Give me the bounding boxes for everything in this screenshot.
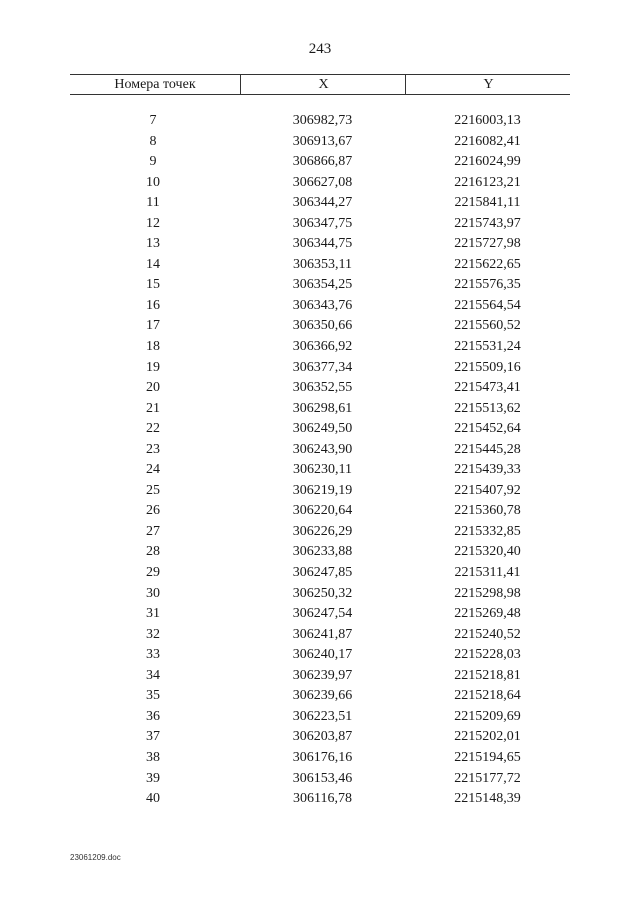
page-number: 243 [308, 41, 332, 57]
table-row [70, 604, 570, 625]
y-coordinate-cell: 2216003,13 [454, 113, 521, 128]
x-coordinate-cell: 306233,88 [292, 544, 353, 560]
table-row [70, 111, 570, 132]
table-row [70, 399, 570, 420]
x-coordinate-cell: 306250,32 [292, 585, 353, 601]
y-coordinate-cell: 2215743,97 [454, 215, 521, 231]
x-coordinate-cell: 306223,51 [292, 708, 353, 724]
x-coordinate-cell: 306627,08 [292, 174, 353, 190]
point-number-cell: 18 [146, 339, 160, 355]
x-coordinate-cell: 306243,90 [292, 441, 353, 457]
x-coordinate-cell: 306298,61 [292, 400, 353, 416]
table-row [70, 563, 570, 584]
x-coordinate-cell: 306220,64 [292, 503, 353, 519]
point-number-cell: 38 [146, 749, 160, 765]
point-number-cell: 37 [146, 729, 160, 745]
y-coordinate-cell: 2215332,85 [454, 523, 521, 539]
point-number-cell: 12 [146, 215, 160, 231]
x-coordinate-cell: 306913,67 [292, 133, 353, 149]
y-coordinate-cell: 2215218,81 [454, 667, 521, 683]
y-coordinate-cell: 2215576,35 [454, 277, 521, 293]
x-coordinate-cell: 306116,78 [293, 791, 352, 807]
y-coordinate-cell: 2215564,54 [454, 297, 521, 313]
table-row [70, 460, 570, 481]
x-coordinate-cell: 306344,75 [292, 236, 353, 252]
x-coordinate-cell: 306347,75 [292, 215, 353, 231]
y-coordinate-cell: 2215218,64 [454, 688, 521, 704]
table-row [70, 214, 570, 235]
x-coordinate-cell: 306247,85 [292, 565, 353, 581]
x-coordinate-cell: 306203,87 [292, 729, 353, 745]
table-row [70, 132, 570, 153]
y-coordinate-cell: 2215360,78 [454, 503, 521, 519]
x-coordinate-cell: 306239,97 [292, 667, 353, 683]
point-number-cell: 39 [146, 770, 160, 786]
point-number-cell: 23 [146, 441, 160, 457]
point-number-cell: 17 [146, 318, 160, 334]
point-number-cell: 7 [149, 113, 157, 128]
table-row [70, 378, 570, 399]
point-number-cell: 26 [146, 503, 160, 519]
point-number-cell: 24 [146, 462, 160, 478]
y-coordinate-cell: 2215473,41 [454, 380, 521, 396]
x-coordinate-cell: 306226,29 [292, 523, 353, 539]
point-number-cell: 32 [146, 626, 160, 642]
point-number-cell: 21 [146, 400, 160, 416]
point-number-cell: 9 [149, 154, 157, 170]
y-coordinate-cell: 2215209,69 [454, 708, 521, 724]
x-coordinate-cell: 306350,66 [292, 318, 353, 334]
y-coordinate-cell: 2215194,65 [454, 749, 521, 765]
point-number-cell: 11 [146, 195, 160, 211]
y-coordinate-cell: 2215841,11 [454, 195, 521, 211]
table-row [70, 542, 570, 563]
point-number-cell: 33 [146, 647, 160, 663]
table-row [70, 727, 570, 748]
table-row [70, 748, 570, 769]
table-row [70, 686, 570, 707]
header-y: Y [405, 75, 571, 94]
x-coordinate-cell: 306249,50 [292, 421, 353, 437]
y-coordinate-cell: 2215439,33 [454, 462, 521, 478]
table-row [70, 173, 570, 194]
point-number-cell: 20 [146, 380, 160, 396]
table-row [70, 419, 570, 440]
point-number-cell: 30 [146, 585, 160, 601]
point-number-cell: 10 [146, 174, 160, 190]
table-row [70, 707, 570, 728]
y-coordinate-cell: 2215320,40 [454, 544, 521, 560]
y-coordinate-cell: 2215452,64 [454, 421, 521, 437]
x-coordinate-cell: 306239,66 [292, 688, 353, 704]
x-coordinate-cell: 306241,87 [292, 626, 353, 642]
table-row [70, 481, 570, 502]
header-x: X [240, 75, 406, 94]
y-coordinate-cell: 2215148,39 [454, 791, 521, 807]
y-coordinate-cell: 2215513,62 [454, 400, 521, 416]
point-number-cell: 22 [146, 421, 160, 437]
coordinates-table-body [70, 111, 570, 810]
table-row [70, 193, 570, 214]
point-number-cell: 40 [146, 791, 160, 807]
x-coordinate-cell: 306230,11 [293, 462, 352, 478]
x-coordinate-cell: 306377,34 [292, 359, 353, 375]
header-point-numbers: Номера точек [114, 77, 196, 92]
y-coordinate-cell: 2216123,21 [454, 174, 521, 190]
y-coordinate-cell: 2215240,52 [454, 626, 521, 642]
point-number-cell: 13 [146, 236, 160, 252]
x-coordinate-cell: 306240,17 [292, 647, 353, 663]
table-row [70, 584, 570, 605]
x-coordinate-cell: 306343,76 [292, 297, 353, 313]
x-coordinate-cell: 306344,27 [292, 195, 353, 211]
table-row [70, 440, 570, 461]
point-number-cell: 29 [146, 565, 160, 581]
y-coordinate-cell: 2215202,01 [454, 729, 521, 745]
table-row [70, 234, 570, 255]
x-coordinate-cell: 306354,25 [292, 277, 353, 293]
x-coordinate-cell: 306247,54 [292, 606, 353, 622]
table-row [70, 769, 570, 790]
table-row [70, 789, 570, 810]
table-row [70, 358, 570, 379]
x-coordinate-cell: 306219,19 [292, 482, 353, 498]
y-coordinate-cell: 2215311,41 [454, 565, 521, 581]
table-row [70, 625, 570, 646]
x-coordinate-cell: 306176,16 [292, 749, 353, 765]
point-number-cell: 15 [146, 277, 160, 293]
x-coordinate-cell: 306352,55 [292, 380, 353, 396]
table-row [70, 275, 570, 296]
point-number-cell: 14 [146, 256, 160, 272]
y-coordinate-cell: 2215531,24 [454, 339, 521, 355]
y-coordinate-cell: 2215727,98 [454, 236, 521, 252]
table-row [70, 666, 570, 687]
table-row [70, 501, 570, 522]
point-number-cell: 27 [146, 523, 160, 539]
y-coordinate-cell: 2215298,98 [454, 585, 521, 601]
table-header [70, 74, 570, 95]
point-number-cell: 28 [146, 544, 160, 560]
document-filename: 23061209.doc [70, 853, 121, 862]
y-coordinate-cell: 2215560,52 [454, 318, 521, 334]
y-coordinate-cell: 2215407,92 [454, 482, 521, 498]
y-coordinate-cell: 2215228,03 [454, 647, 521, 663]
table-row [70, 337, 570, 358]
y-coordinate-cell: 2215509,16 [454, 359, 521, 375]
point-number-cell: 36 [146, 708, 160, 724]
point-number-cell: 16 [146, 297, 160, 313]
y-coordinate-cell: 2215622,65 [454, 256, 521, 272]
table-row [70, 522, 570, 543]
x-coordinate-cell: 306153,46 [292, 770, 353, 786]
y-coordinate-cell: 2215269,48 [454, 606, 521, 622]
x-coordinate-cell: 306353,11 [293, 256, 352, 272]
table-row [70, 316, 570, 337]
point-number-cell: 35 [146, 688, 160, 704]
point-number-cell: 25 [146, 482, 160, 498]
point-number-cell: 31 [146, 606, 160, 622]
point-number-cell: 8 [149, 133, 157, 149]
table-row [70, 152, 570, 173]
table-row [70, 645, 570, 666]
y-coordinate-cell: 2216024,99 [454, 154, 521, 170]
x-coordinate-cell: 306366,92 [292, 339, 353, 355]
x-coordinate-cell: 306982,73 [292, 113, 353, 128]
y-coordinate-cell: 2215177,72 [454, 770, 521, 786]
x-coordinate-cell: 306866,87 [292, 154, 353, 170]
y-coordinate-cell: 2216082,41 [454, 133, 521, 149]
point-number-cell: 19 [146, 359, 160, 375]
table-row [70, 255, 570, 276]
point-number-cell: 34 [146, 667, 160, 683]
y-coordinate-cell: 2215445,28 [454, 441, 521, 457]
table-row [70, 296, 570, 317]
